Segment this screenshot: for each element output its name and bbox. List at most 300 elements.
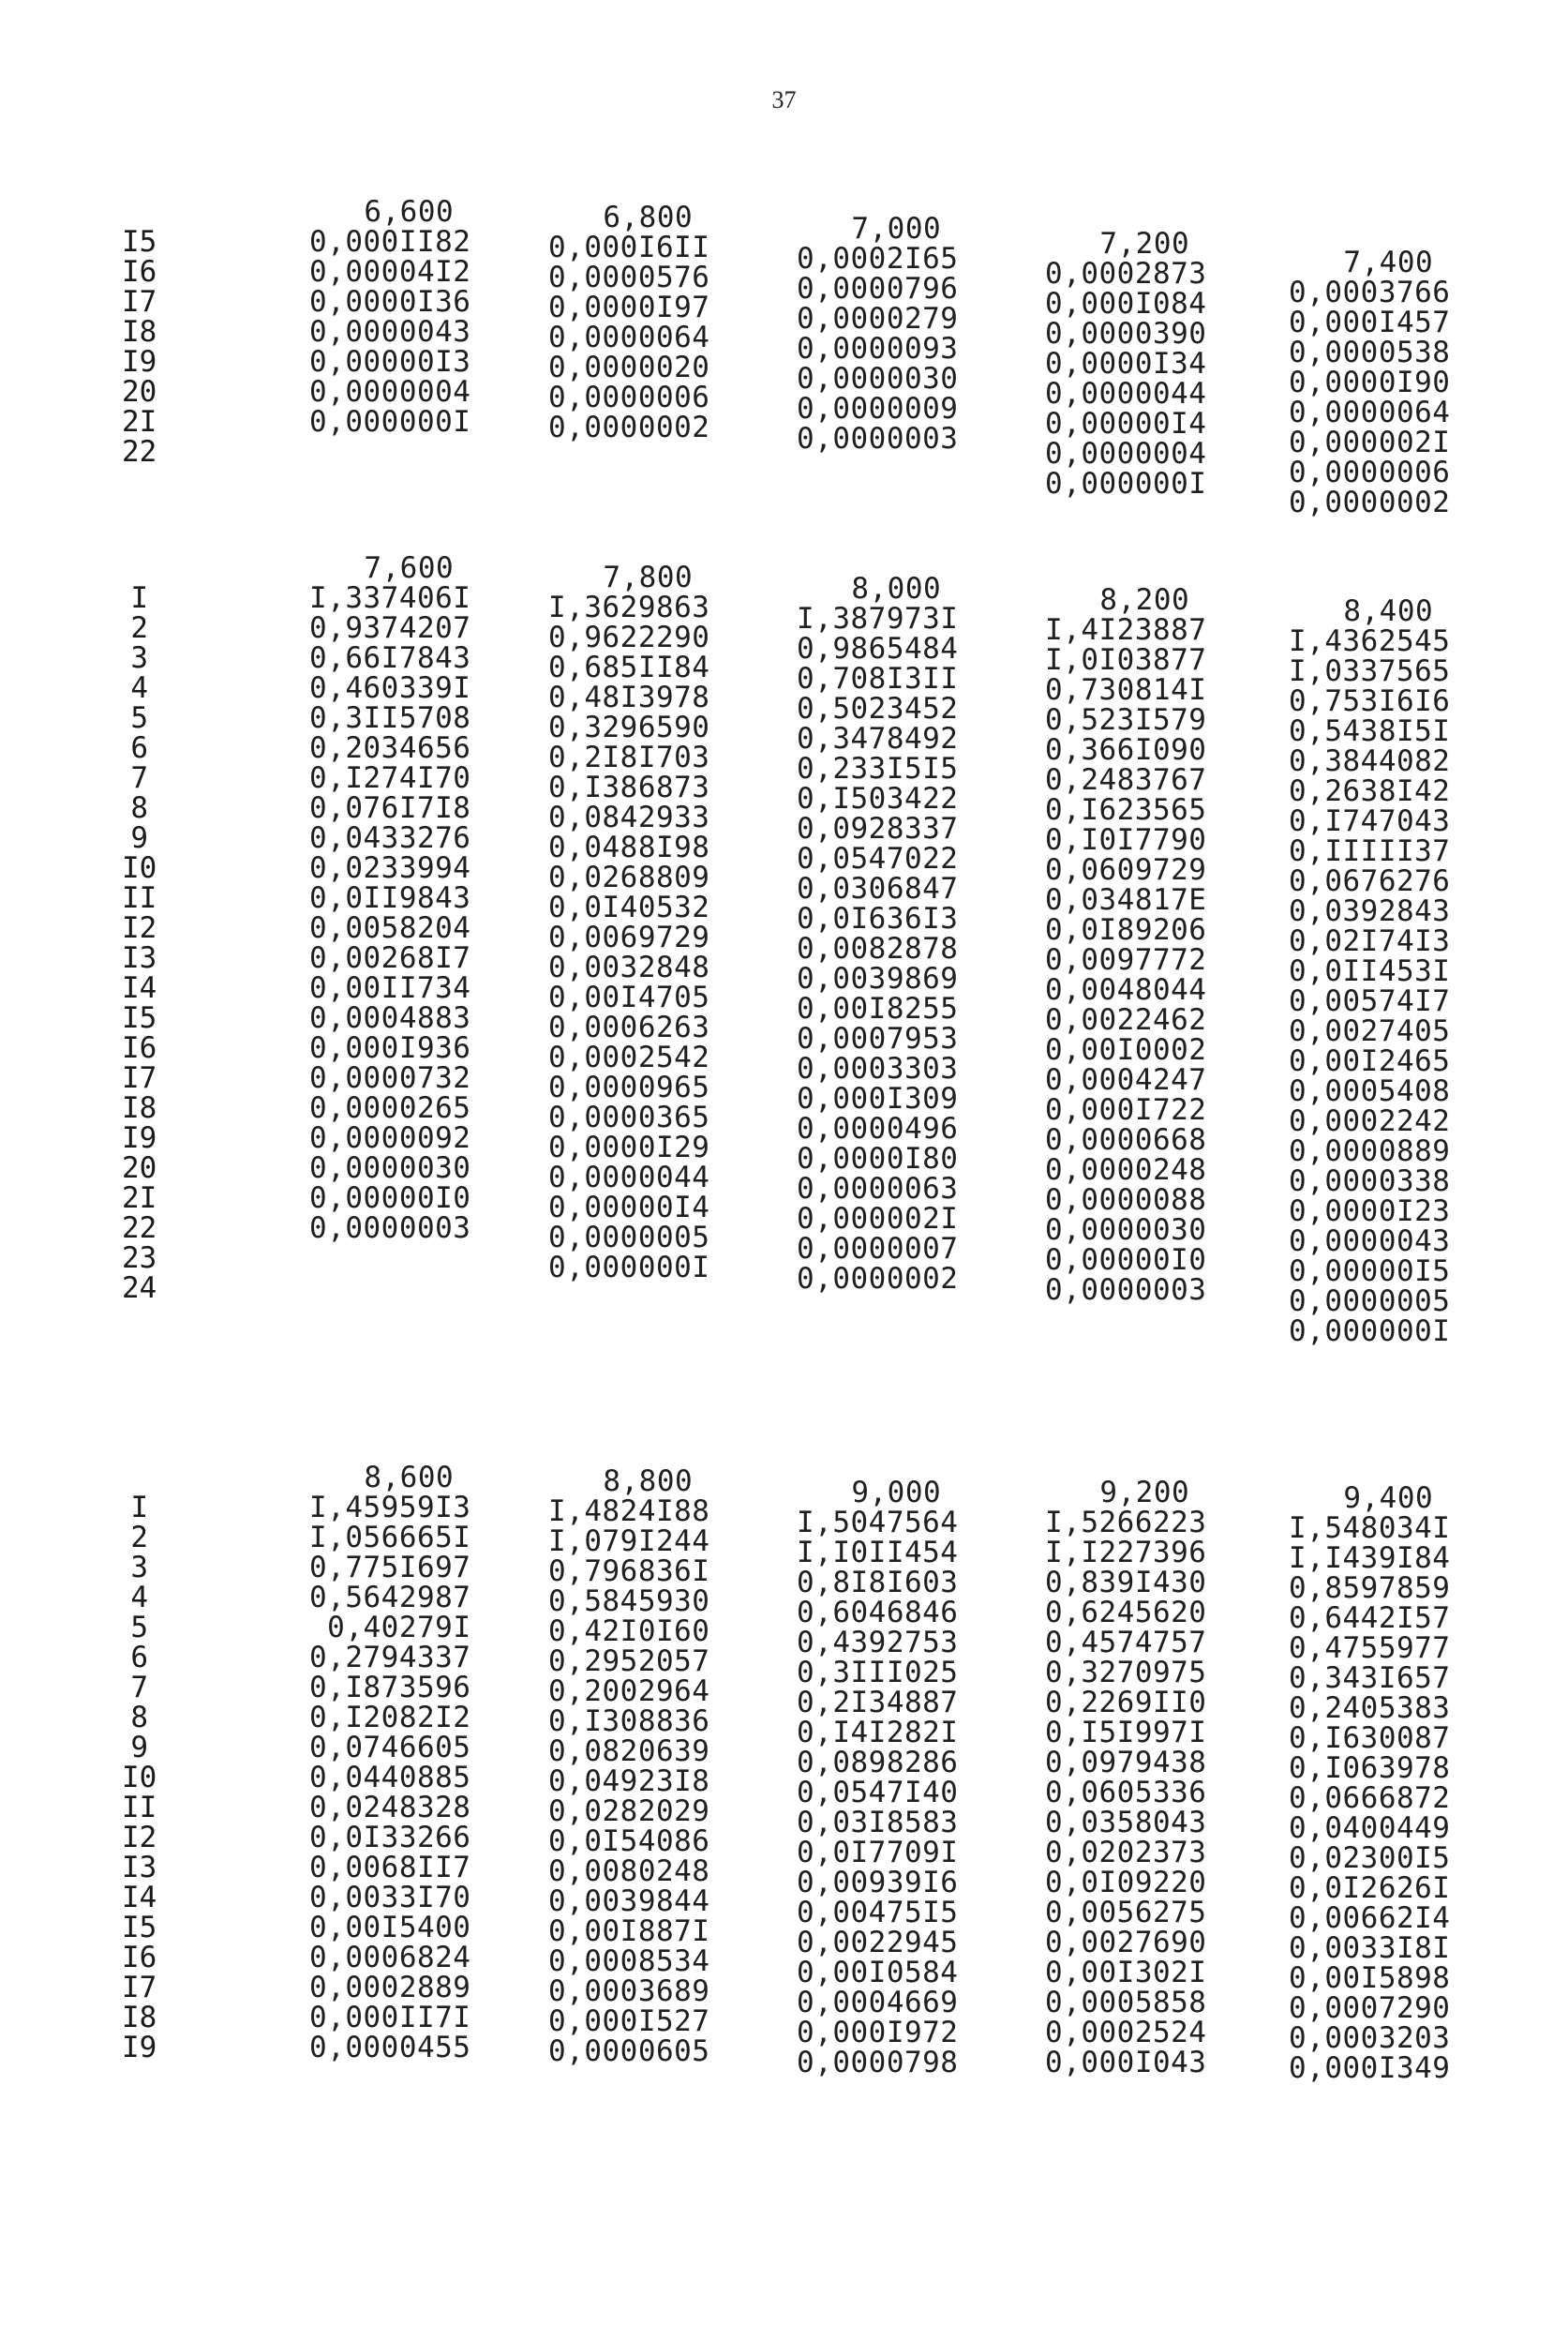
row-index: I7 — [122, 1061, 157, 1095]
column-header: 7,000 — [851, 212, 942, 246]
table-cell: 0,0039869 — [797, 962, 959, 996]
table-cell: 0,0002873 — [1045, 257, 1207, 291]
table-cell: 0,2952057 — [548, 1644, 710, 1678]
table-cell: 0,0000965 — [548, 1071, 710, 1104]
column-header: 8,200 — [1099, 583, 1190, 617]
row-index: I3 — [122, 1851, 157, 1884]
table-cell: 0,0000I34 — [1045, 347, 1207, 381]
table-cell: 0,0000003 — [309, 1211, 471, 1245]
table-cell: 0,0000605 — [548, 2034, 710, 2068]
table-cell: 0,0000265 — [309, 1091, 471, 1125]
table-cell: 0,0440885 — [309, 1761, 471, 1794]
row-index: 6 — [130, 1641, 148, 1674]
table-cell: 0,708I3II — [797, 662, 959, 696]
column-header: 7,800 — [603, 561, 694, 594]
table-cell: 0,0I09220 — [1045, 1866, 1207, 1899]
table-cell: 0,000002I — [797, 1202, 959, 1236]
table-cell: 0,0097772 — [1045, 943, 1207, 977]
row-index: I6 — [122, 255, 157, 289]
table-cell: 0,I4I282I — [797, 1716, 959, 1749]
table-cell: 0,0000889 — [1289, 1134, 1451, 1168]
table-cell: 0,3II5708 — [309, 701, 471, 735]
table-cell: 0,0003689 — [548, 1974, 710, 2008]
table-cell: 0,0000576 — [548, 261, 710, 294]
row-index: I5 — [122, 1911, 157, 1944]
table-cell: 0,2I8I703 — [548, 741, 710, 774]
table-cell: 0,3844082 — [1289, 744, 1451, 778]
table-cell: 0,0392843 — [1289, 894, 1451, 928]
table-cell: 0,000I043 — [1045, 2046, 1207, 2079]
row-index: I9 — [122, 1121, 157, 1155]
table-cell: 0,0202373 — [1045, 1836, 1207, 1869]
table-cell: 0,9865484 — [797, 632, 959, 666]
row-index: 8 — [130, 1701, 148, 1734]
page-number: 37 — [771, 86, 797, 113]
table-cell: 0,IIIII37 — [1289, 834, 1451, 868]
table-cell: 0,0008534 — [548, 1944, 710, 1978]
table-cell: 0,0000030 — [1045, 1213, 1207, 1247]
table-cell: 0,0000I29 — [548, 1131, 710, 1164]
table-cell: I,079I244 — [548, 1524, 710, 1558]
row-index: 7 — [130, 1671, 148, 1704]
table-cell: 0,0033I8I — [1289, 1931, 1451, 1965]
table-cell: 0,0022945 — [797, 1926, 959, 1959]
table-cell: 0,9374207 — [309, 611, 471, 645]
table-cell: 0,00268I7 — [309, 941, 471, 975]
table-cell: 0,0000005 — [1289, 1284, 1451, 1318]
row-index: II — [122, 881, 157, 915]
table-cell: 0,000I527 — [548, 2004, 710, 2038]
table-cell: I,3629863 — [548, 591, 710, 624]
table-cell: 0,5023452 — [797, 692, 959, 726]
table-cell: 0,0000002 — [548, 411, 710, 444]
table-cell: 0,0000063 — [797, 1172, 959, 1206]
table-cell: 0,00000I0 — [1045, 1243, 1207, 1277]
table-cell: 0,0676276 — [1289, 864, 1451, 898]
column-header: 6,600 — [364, 195, 455, 229]
table-cell: 0,0I2626I — [1289, 1871, 1451, 1905]
table-cell: 0,0I33266 — [309, 1821, 471, 1854]
table-cell: 0,00000I0 — [309, 1181, 471, 1215]
table-cell: 0,343I657 — [1289, 1661, 1451, 1695]
table-cell: 0,03I8583 — [797, 1806, 959, 1839]
table-cell: 0,0000455 — [309, 2031, 471, 2064]
table-cell: 0,000I6II — [548, 231, 710, 264]
row-index: I6 — [122, 1031, 157, 1065]
table-cell: 0,0000044 — [548, 1161, 710, 1194]
table-cell: 0,00000I3 — [309, 345, 471, 379]
table-cell: 0,000I084 — [1045, 287, 1207, 321]
table-cell: 0,0000092 — [309, 1121, 471, 1155]
row-index: 22 — [122, 435, 157, 469]
row-index: 5 — [130, 1611, 148, 1644]
table-cell: 0,40279I — [327, 1611, 471, 1644]
table-cell: 0,2483767 — [1045, 763, 1207, 797]
table-cell: 0,0433276 — [309, 821, 471, 855]
table-cell: 0,00I4705 — [548, 981, 710, 1014]
value-column — [548, 203, 709, 443]
table-cell: 0,0000004 — [309, 375, 471, 409]
column-header: 9,200 — [1099, 1476, 1190, 1509]
table-cell: I,4I23887 — [1045, 613, 1207, 647]
table-cell: 0,42I0I60 — [548, 1614, 710, 1648]
table-cell: 0,0006263 — [548, 1011, 710, 1044]
row-index: 3 — [130, 641, 148, 675]
table-cell: 0,2002964 — [548, 1674, 710, 1708]
table-cell: 0,0000279 — [797, 302, 959, 336]
row-index: I8 — [122, 315, 157, 349]
table-cell: 0,00475I5 — [797, 1896, 959, 1929]
table-cell: 0,0000043 — [1289, 1224, 1451, 1258]
table-cell: 0,00I0002 — [1045, 1033, 1207, 1067]
table-cell: 0,I623565 — [1045, 793, 1207, 827]
table-cell: I,548034I — [1289, 1511, 1451, 1545]
row-index: 6 — [130, 731, 148, 765]
table-cell: 0,0000002 — [797, 1262, 959, 1296]
table-cell: 0,2794337 — [309, 1641, 471, 1674]
row-index: I0 — [122, 1761, 157, 1794]
column-header: 8,800 — [603, 1464, 694, 1498]
table-cell: 0,3478492 — [797, 722, 959, 756]
table-cell: 0,00II734 — [309, 971, 471, 1005]
value-column — [309, 1463, 470, 2063]
table-cell: 0,0000538 — [1289, 336, 1451, 369]
table-cell: 0,02I74I3 — [1289, 924, 1451, 958]
value-column — [1289, 248, 1450, 518]
table-cell: 0,0027405 — [1289, 1014, 1451, 1048]
table-cell: I,45959I3 — [309, 1491, 471, 1524]
row-index: I5 — [122, 1001, 157, 1035]
row-index-labels — [122, 227, 157, 467]
row-index: 4 — [130, 1581, 148, 1614]
row-index: I7 — [122, 1971, 157, 2004]
table-cell: 0,000000I — [1045, 467, 1207, 501]
table-cell: 0,0000248 — [1045, 1153, 1207, 1187]
table-cell: 0,0000006 — [548, 381, 710, 414]
table-cell: 0,I873596 — [309, 1671, 471, 1704]
row-index: 2 — [130, 611, 148, 645]
row-index: 22 — [122, 1211, 157, 1245]
table-cell: 0,00000I4 — [548, 1191, 710, 1224]
table-cell: 0,0282029 — [548, 1794, 710, 1828]
row-index: 20 — [122, 1151, 157, 1185]
table-cell: 0,4755977 — [1289, 1631, 1451, 1665]
table-cell: 0,0032848 — [548, 951, 710, 984]
table-cell: 0,0842933 — [548, 801, 710, 834]
value-column — [797, 574, 958, 1294]
table-cell: 0,796836I — [548, 1554, 710, 1588]
table-cell: 0,00I5898 — [1289, 1961, 1451, 1995]
table-cell: I,4824I88 — [548, 1494, 710, 1528]
column-header: 7,600 — [364, 551, 455, 585]
table-cell: 0,0400449 — [1289, 1811, 1451, 1845]
table-cell: 0,0000003 — [1045, 1273, 1207, 1307]
table-cell: 0,0000007 — [797, 1232, 959, 1266]
table-cell: 0,0000064 — [548, 321, 710, 354]
table-cell: 0,000000I — [309, 405, 471, 439]
table-cell: 0,0000030 — [797, 362, 959, 396]
value-column — [797, 214, 958, 454]
table-cell: 0,0000798 — [797, 2046, 959, 2079]
table-cell: 0,839I430 — [1045, 1566, 1207, 1599]
table-cell: 0,8I8I603 — [797, 1566, 959, 1599]
table-cell: 0,0000064 — [1289, 396, 1451, 429]
table-cell: 0,0000002 — [1289, 486, 1451, 519]
table-cell: 0,0000004 — [1045, 437, 1207, 471]
table-cell: 0,5845930 — [548, 1584, 710, 1618]
table-cell: 0,0928337 — [797, 812, 959, 846]
table-cell: 0,730814I — [1045, 673, 1207, 707]
table-cell: 0,0007290 — [1289, 1991, 1451, 2025]
table-cell: I,0I03877 — [1045, 643, 1207, 677]
table-cell: 0,0000732 — [309, 1061, 471, 1095]
table-cell: 0,775I697 — [309, 1551, 471, 1584]
table-cell: 0,3III025 — [797, 1656, 959, 1689]
table-cell: 0,0069729 — [548, 921, 710, 954]
row-index: 20 — [122, 375, 157, 409]
table-cell: 0,6046846 — [797, 1596, 959, 1629]
table-cell: 0,000002I — [1289, 426, 1451, 459]
table-cell: 0,034817E — [1045, 883, 1207, 917]
table-cell: 0,000I722 — [1045, 1093, 1207, 1127]
table-cell: 0,000I309 — [797, 1082, 959, 1116]
table-cell: 0,0I7709I — [797, 1836, 959, 1869]
table-cell: 0,0II9843 — [309, 881, 471, 915]
table-cell: 0,523I579 — [1045, 703, 1207, 737]
table-cell: 0,I274I70 — [309, 761, 471, 795]
table-cell: 0,0000009 — [797, 392, 959, 426]
column-header: 8,000 — [851, 572, 942, 606]
table-cell: I,I439I84 — [1289, 1541, 1451, 1575]
table-cell: 0,0000088 — [1045, 1183, 1207, 1217]
value-column — [797, 1478, 958, 2078]
row-index: I3 — [122, 941, 157, 975]
table-cell: 0,0000365 — [548, 1101, 710, 1134]
table-cell: 0,076I7I8 — [309, 791, 471, 825]
table-cell: 0,685II84 — [548, 651, 710, 684]
table-cell: 0,0000496 — [797, 1112, 959, 1146]
table-cell: 0,0233994 — [309, 851, 471, 885]
table-cell: I,I0II454 — [797, 1536, 959, 1569]
row-index: I5 — [122, 225, 157, 259]
table-cell: 0,00I0584 — [797, 1956, 959, 1989]
table-cell: 0,0080248 — [548, 1854, 710, 1888]
row-index: I — [130, 1491, 148, 1524]
table-cell: 0,0022462 — [1045, 1003, 1207, 1037]
table-cell: 0,0I636I3 — [797, 902, 959, 936]
table-cell: 0,2I34887 — [797, 1686, 959, 1719]
table-cell: 0,0068II7 — [309, 1851, 471, 1884]
row-index: I2 — [122, 1821, 157, 1854]
table-cell: 0,5438I5I — [1289, 714, 1451, 748]
table-cell: 0,000II7I — [309, 2001, 471, 2034]
value-column — [1045, 585, 1206, 1305]
column-header: 9,400 — [1343, 1481, 1434, 1515]
row-index: 2I — [122, 1181, 157, 1215]
table-cell: 0,9622290 — [548, 621, 710, 654]
table-cell: 0,0248328 — [309, 1791, 471, 1824]
table-cell: 0,00662I4 — [1289, 1901, 1451, 1935]
table-cell: 0,0002889 — [309, 1971, 471, 2004]
table-cell: 0,0268809 — [548, 861, 710, 894]
row-index: I4 — [122, 971, 157, 1005]
row-index: 5 — [130, 701, 148, 735]
table-cell: 0,2638I42 — [1289, 774, 1451, 808]
row-index: 23 — [122, 1241, 157, 1275]
row-index: I4 — [122, 1881, 157, 1914]
table-cell: 0,00I8255 — [797, 992, 959, 1026]
table-cell: 0,0605336 — [1045, 1776, 1207, 1809]
table-cell: 0,0666872 — [1289, 1781, 1451, 1815]
table-cell: 0,0000003 — [797, 422, 959, 456]
table-cell: 0,0898286 — [797, 1746, 959, 1779]
row-index: I9 — [122, 345, 157, 379]
table-cell: 0,0000390 — [1045, 317, 1207, 351]
table-cell: 0,000I349 — [1289, 2051, 1451, 2085]
table-cell: 0,0000668 — [1045, 1123, 1207, 1157]
table-cell: 0,00I887I — [548, 1914, 710, 1948]
table-cell: 0,0I89206 — [1045, 913, 1207, 947]
row-index: 8 — [130, 791, 148, 825]
table-cell: 0,I503422 — [797, 782, 959, 816]
table-cell: 0,00939I6 — [797, 1866, 959, 1899]
table-cell: I,5266223 — [1045, 1506, 1207, 1539]
table-cell: I,4362545 — [1289, 624, 1451, 658]
table-cell: I,I227396 — [1045, 1536, 1207, 1569]
table-cell: 0,0056275 — [1045, 1896, 1207, 1929]
table-cell: 0,0082878 — [797, 932, 959, 966]
row-index: 9 — [130, 821, 148, 855]
table-cell: 0,0048044 — [1045, 973, 1207, 1007]
table-cell: 0,0002524 — [1045, 2016, 1207, 2049]
table-cell: 0,000I457 — [1289, 306, 1451, 339]
table-cell: 0,0003303 — [797, 1052, 959, 1086]
table-cell: 0,00I5400 — [309, 1911, 471, 1944]
table-cell: 0,0002542 — [548, 1041, 710, 1074]
table-cell: 0,00I302I — [1045, 1956, 1207, 1989]
value-column — [1289, 1483, 1450, 2083]
table-cell: 0,04923I8 — [548, 1764, 710, 1798]
table-cell: 0,0II453I — [1289, 954, 1451, 988]
value-column — [309, 553, 470, 1243]
table-cell: 0,0820639 — [548, 1734, 710, 1768]
table-cell: 0,0358043 — [1045, 1806, 1207, 1839]
table-cell: 0,000II82 — [309, 225, 471, 259]
table-cell: 0,0979438 — [1045, 1746, 1207, 1779]
table-cell: 0,I5I997I — [1045, 1716, 1207, 1749]
table-cell: 0,I630087 — [1289, 1721, 1451, 1755]
table-cell: 0,2269II0 — [1045, 1686, 1207, 1719]
table-cell: I,337406I — [309, 581, 471, 615]
row-index: 3 — [130, 1551, 148, 1584]
value-column — [1045, 1478, 1206, 2078]
table-cell: 0,0000I23 — [1289, 1194, 1451, 1228]
table-cell: 0,0007953 — [797, 1022, 959, 1056]
table-cell: 0,3270975 — [1045, 1656, 1207, 1689]
table-cell: 0,3296590 — [548, 711, 710, 744]
table-cell: 0,2405383 — [1289, 1691, 1451, 1725]
table-cell: 0,2034656 — [309, 731, 471, 765]
column-header: 9,000 — [851, 1476, 942, 1509]
row-index: I0 — [122, 851, 157, 885]
row-index: 2I — [122, 405, 157, 439]
table-cell: 0,233I5I5 — [797, 752, 959, 786]
table-cell: 0,0000005 — [548, 1221, 710, 1254]
table-cell: 0,0027690 — [1045, 1926, 1207, 1959]
table-cell: 0,00004I2 — [309, 255, 471, 289]
table-cell: 0,0004669 — [797, 1986, 959, 2019]
row-index: I8 — [122, 1091, 157, 1125]
table-cell: 0,0I40532 — [548, 891, 710, 924]
table-cell: 0,I063978 — [1289, 1751, 1451, 1785]
table-cell: 0,0004247 — [1045, 1063, 1207, 1097]
table-cell: 0,0488I98 — [548, 831, 710, 864]
table-cell: 0,0000030 — [309, 1151, 471, 1185]
table-cell: 0,I386873 — [548, 771, 710, 804]
table-cell: 0,0547022 — [797, 842, 959, 876]
table-cell: 0,00000I4 — [1045, 407, 1207, 441]
table-cell: 0,0003203 — [1289, 2021, 1451, 2055]
table-cell: 0,366I090 — [1045, 733, 1207, 767]
table-cell: 0,0058204 — [309, 911, 471, 945]
column-header: 7,400 — [1343, 246, 1434, 279]
table-cell: 0,0000043 — [309, 315, 471, 349]
table-cell: 0,0I54086 — [548, 1824, 710, 1858]
column-header: 8,400 — [1343, 594, 1434, 628]
table-cell: 0,000000I — [1289, 1314, 1451, 1348]
table-cell: 0,48I3978 — [548, 681, 710, 714]
table-cell: 0,000I972 — [797, 2016, 959, 2049]
value-column — [548, 1466, 709, 2066]
row-index-labels — [122, 583, 157, 1303]
table-cell: 0,I2082I2 — [309, 1701, 471, 1734]
table-cell: 0,0746605 — [309, 1731, 471, 1764]
table-cell: 0,02300I5 — [1289, 1841, 1451, 1875]
table-cell: 0,00574I7 — [1289, 984, 1451, 1018]
value-column — [1045, 229, 1206, 499]
table-cell: 0,I308836 — [548, 1704, 710, 1738]
table-cell: 0,0006824 — [309, 1941, 471, 1974]
table-cell: 0,460339I — [309, 671, 471, 705]
row-index: 24 — [122, 1271, 157, 1305]
table-cell: 0,0609729 — [1045, 853, 1207, 887]
table-cell: 0,000000I — [548, 1251, 710, 1284]
table-cell: 0,8597859 — [1289, 1571, 1451, 1605]
row-index: 7 — [130, 761, 148, 795]
row-index: I6 — [122, 1941, 157, 1974]
table-cell: I,5047564 — [797, 1506, 959, 1539]
table-cell: I,0337565 — [1289, 654, 1451, 688]
table-cell: 0,0000I97 — [548, 291, 710, 324]
table-cell: 0,0000044 — [1045, 377, 1207, 411]
table-cell: 0,6245620 — [1045, 1596, 1207, 1629]
table-cell: 0,0039844 — [548, 1884, 710, 1918]
table-cell: I,387973I — [797, 602, 959, 636]
table-cell: 0,I0I7790 — [1045, 823, 1207, 857]
table-cell: 0,0005858 — [1045, 1986, 1207, 2019]
table-cell: 0,0000338 — [1289, 1164, 1451, 1198]
table-cell: 0,753I6I6 — [1289, 684, 1451, 718]
table-cell: 0,0003766 — [1289, 276, 1451, 309]
row-index: I — [130, 581, 148, 615]
row-index: I9 — [122, 2031, 157, 2064]
table-cell: 0,66I7843 — [309, 641, 471, 675]
table-cell: 0,0005408 — [1289, 1074, 1451, 1108]
row-index: 2 — [130, 1521, 148, 1554]
table-cell: 0,0000I90 — [1289, 366, 1451, 399]
row-index: 9 — [130, 1731, 148, 1764]
table-cell: 0,00000I5 — [1289, 1254, 1451, 1288]
